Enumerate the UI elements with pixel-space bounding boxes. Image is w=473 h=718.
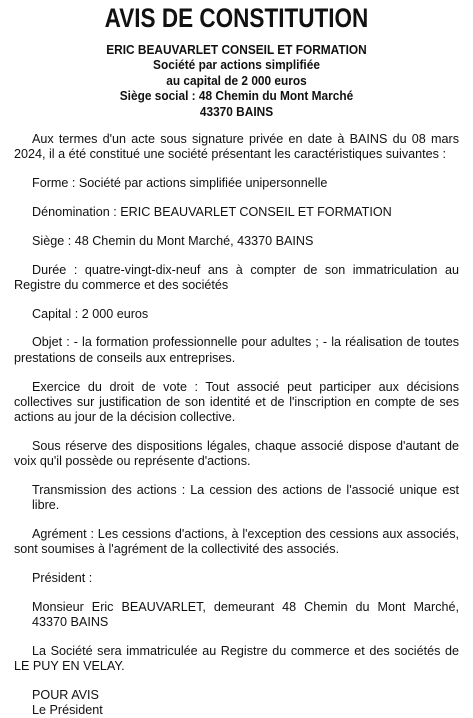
agrement-paragraph: Agrément : Les cessions d'actions, à l'exception des cessions aux associés, sont soumises à l'agrément de la collectivité des associés. [14,527,459,557]
intro-paragraph: Aux termes d'un acte sous signature privée en date à BAINS du 08 mars 2024, il a été constitué une société présentant les caractéristiques suivantes : [14,132,459,162]
signature-block [14,688,459,718]
company-capital: au capital de 2 000 euros [166,72,307,88]
registered-office: Siège social : 48 Chemin du Mont Marché [119,88,354,104]
capital-paragraph: Capital : 2 000 euros [32,306,149,321]
objet-paragraph: Objet : - la formation professionnelle pour adultes ; - la réalisation de toutes prestations de conseils aux entreprises. [14,335,459,365]
president-label: Président : [32,571,93,586]
reserve-paragraph: Sous réserve des dispositions légales, chaque associé dispose d'autant de voix qu'il possède ou représente d'actions. [14,438,459,469]
notice-body [14,132,459,675]
denomination-paragraph: Dénomination : ERIC BEAUVARLET CONSEIL ET FORMATION [32,204,392,219]
legal-form: Société par actions simplifiée [153,57,320,73]
president-paragraph: Monsieur Eric BEAUVARLET, demeurant 48 Chemin du Mont Marché, 43370 BAINS [32,599,459,630]
forme-paragraph: Forme : Société par actions simplifiée unipersonnelle [32,176,328,191]
duree-paragraph: Durée : quatre-vingt-dix-neuf ans à compter de son immatriculation au Registre du commerce et des sociétés [14,262,459,292]
notice-title: AVIS DE CONSTITUTION [104,3,369,33]
siege-paragraph: Siège : 48 Chemin du Mont Marché, 43370 BAINS [32,233,314,248]
legal-notice [0,2,473,717]
postal-code: 43370 BAINS [199,103,274,119]
signature-president: Le Président [32,702,103,717]
signature-pour-avis: POUR AVIS [32,687,99,702]
transmission-paragraph: Transmission des actions : La cession des actions de l'associé unique est libre. [32,482,459,513]
company-name: ERIC BEAUVARLET CONSEIL ET FORMATION [106,42,367,57]
immatriculation-paragraph: La Société sera immatriculée au Registre du commerce et des sociétés de LE PUY EN VELAY. [14,644,459,674]
company-header [14,42,459,119]
vote-paragraph: Exercice du droit de vote : Tout associé peut participer aux décisions collectives sur justification de son identité et de l'inscription en compte de ses actions au jour de la décision collective. [14,379,459,425]
